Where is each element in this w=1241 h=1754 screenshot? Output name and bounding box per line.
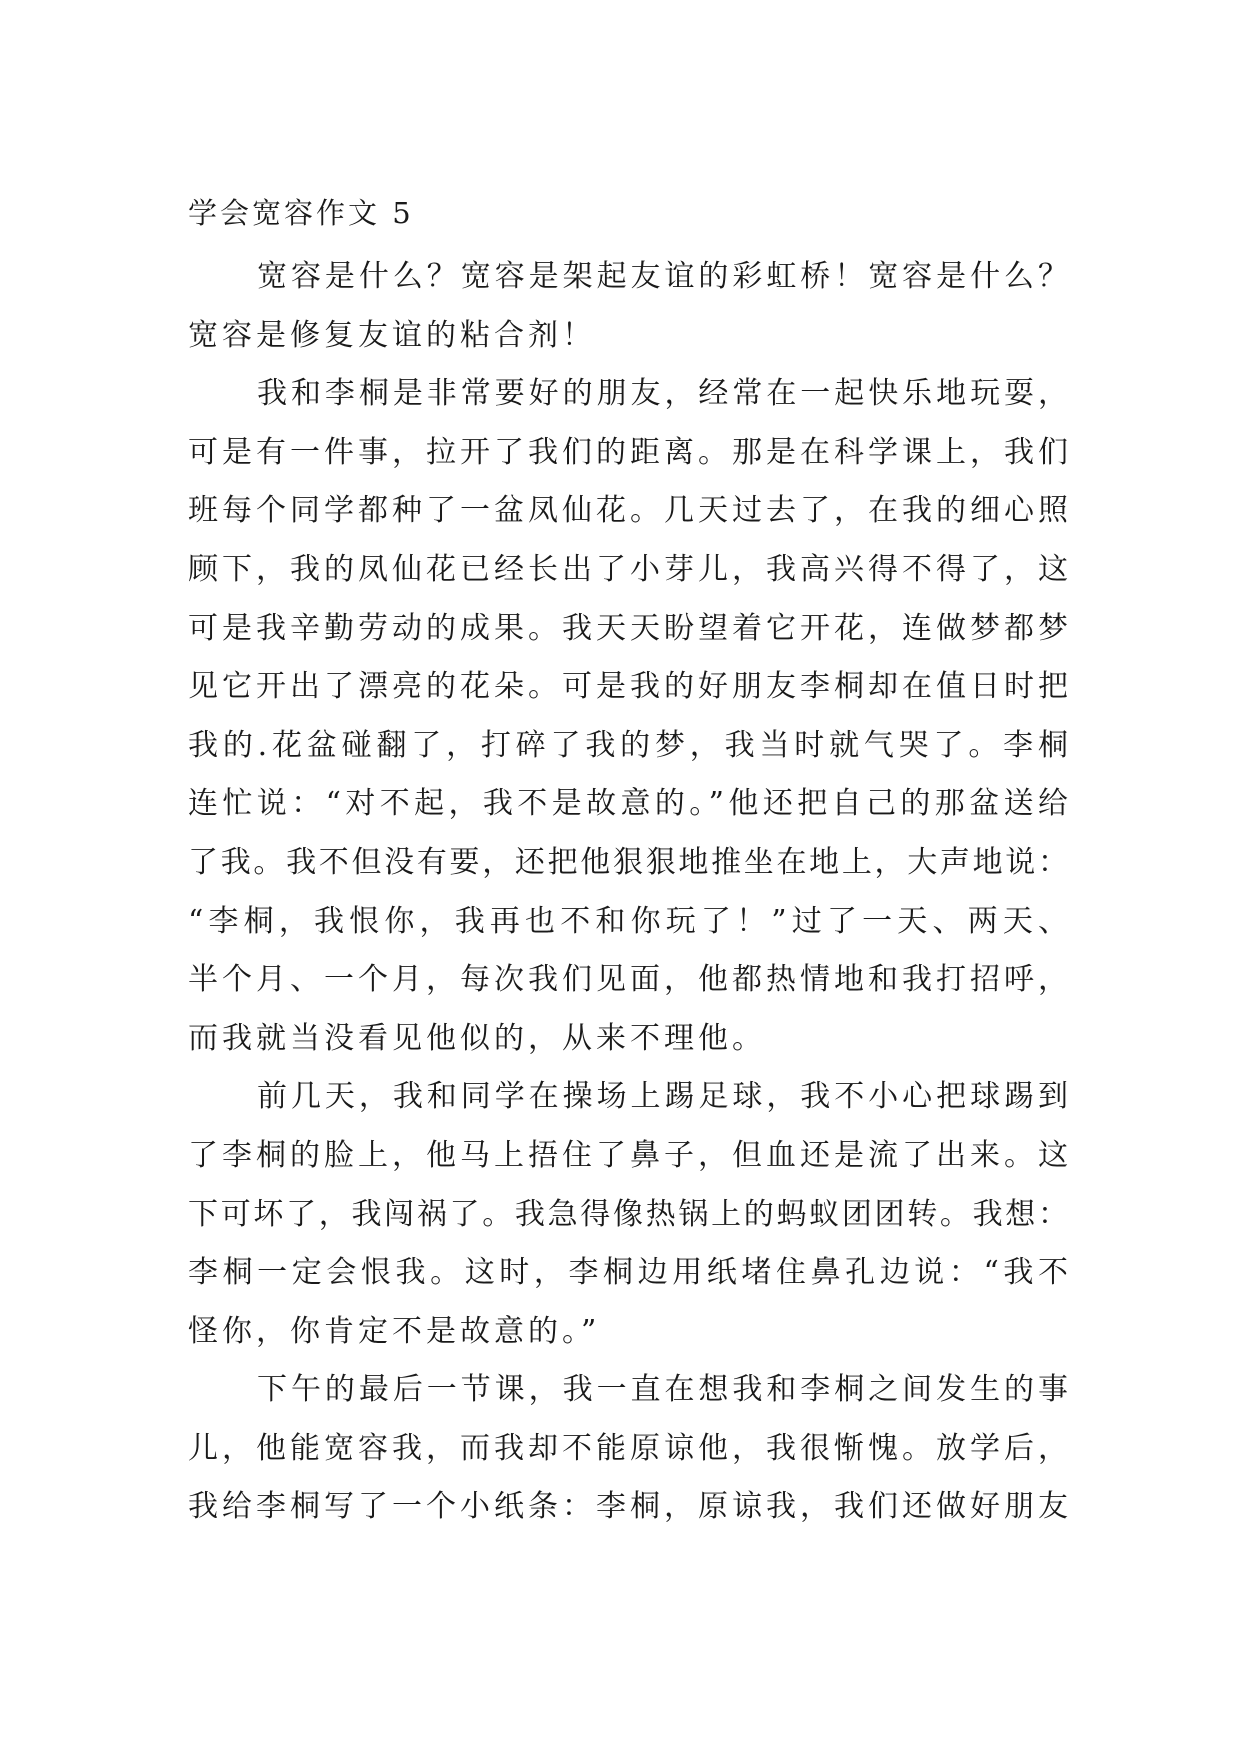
paragraph-4-line-1: 下午的最后一节课，我一直在想我和李桐之间发生的事 bbox=[257, 1372, 1068, 1408]
paragraph-3-line-2: 了李桐的脸上，他马上捂住了鼻子，但血还是流了出来。这 bbox=[188, 1137, 1068, 1173]
paragraph-3-line-4: 李桐一定会恨我。这时，李桐边用纸堵住鼻孔边说：“我不 bbox=[188, 1255, 1068, 1291]
paragraph-3-line-5: 怪你，你肯定不是故意的。” bbox=[188, 1313, 601, 1349]
paragraph-3-line-3: 下可坏了，我闯祸了。我急得像热锅上的蚂蚁团团转。我想： bbox=[188, 1196, 1068, 1232]
document-title: 学会宽容作文 5 bbox=[188, 196, 414, 230]
paragraph-2-line-11: 半个月、一个月，每次我们见面，他都热情地和我打招呼， bbox=[188, 962, 1068, 998]
paragraph-4-line-2: 儿，他能宽容我，而我却不能原谅他，我很惭愧。放学后， bbox=[188, 1430, 1068, 1466]
paragraph-2-line-2: 可是有一件事，拉开了我们的距离。那是在科学课上，我们 bbox=[188, 434, 1068, 470]
paragraph-1-line-2: 宽容是修复友谊的粘合剂！ bbox=[188, 317, 596, 353]
paragraph-2-line-7: 我的.花盆碰翻了，打碎了我的梦，我当时就气哭了。李桐 bbox=[188, 727, 1068, 763]
paragraph-2-line-9: 了我。我不但没有要，还把他狠狠地推坐在地上，大声地说： bbox=[188, 844, 1068, 880]
paragraph-2-line-5: 可是我辛勤劳动的成果。我天天盼望着它开花，连做梦都梦 bbox=[188, 610, 1068, 646]
paragraph-4-line-3: 我给李桐写了一个小纸条：李桐，原谅我，我们还做好朋友 bbox=[188, 1489, 1068, 1525]
paragraph-2-line-10: “李桐，我恨你，我再也不和你玩了！”过了一天、两天、 bbox=[188, 903, 1068, 939]
paragraph-2-line-12: 而我就当没看见他似的，从来不理他。 bbox=[188, 1020, 766, 1056]
document-body bbox=[188, 248, 1068, 1537]
paragraph-3-line-1: 前几天，我和同学在操场上踢足球，我不小心把球踢到 bbox=[257, 1079, 1068, 1115]
paragraph-2-line-1: 我和李桐是非常要好的朋友，经常在一起快乐地玩耍， bbox=[257, 376, 1068, 412]
paragraph-2-line-3: 班每个同学都种了一盆凤仙花。几天过去了，在我的细心照 bbox=[188, 493, 1068, 529]
paragraph-1-line-1: 宽容是什么？宽容是架起友谊的彩虹桥！宽容是什么？ bbox=[257, 259, 1068, 294]
paragraph-2-line-6: 见它开出了漂亮的花朵。可是我的好朋友李桐却在值日时把 bbox=[188, 669, 1068, 705]
paragraph-2-line-4: 顾下，我的凤仙花已经长出了小芽儿，我高兴得不得了，这 bbox=[188, 551, 1068, 587]
paragraph-2-line-8: 连忙说：“对不起，我不是故意的。”他还把自己的那盆送给 bbox=[188, 786, 1068, 822]
